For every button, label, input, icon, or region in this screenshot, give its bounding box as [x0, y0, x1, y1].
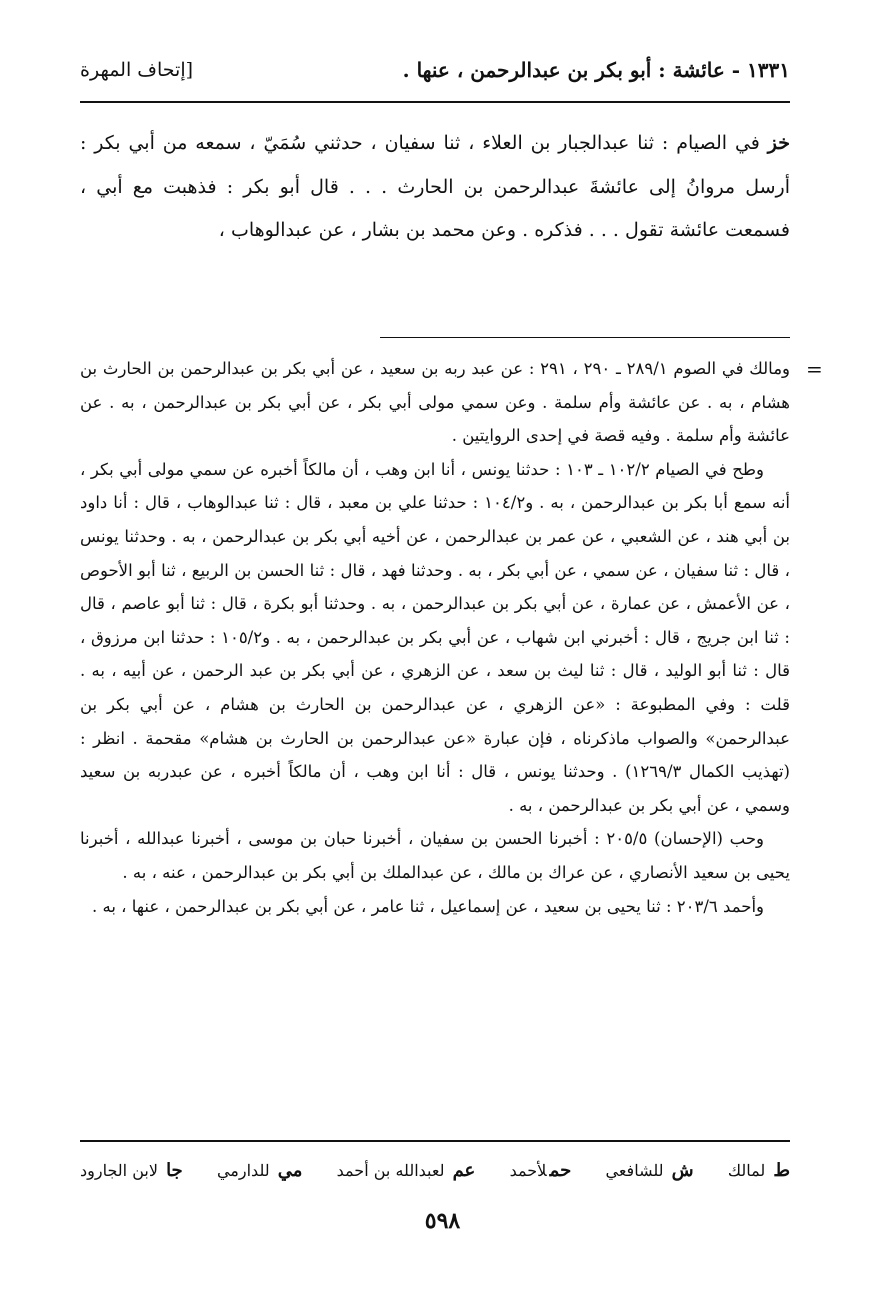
main-body: في الصيام : ثنا عبدالجبار بن العلاء ، ثنا سفيان ، حدثني سُمَيّ ، سمعه من أبي بكر : أرسل مروانُ إلى عائشةَ عبدالرحمن بن الحارث . . . قال أبو بكر : فذهبت مع أبي ، فسمعت عائشة تقول . . . فذكره . وعن محمد بن بشار ، عن عبدالوهاب ،	[80, 132, 790, 241]
source-code: خز	[767, 132, 790, 154]
footnote-paragraph: وطح في الصيام ١٠٢/٢ ـ ١٠٣ : حدثنا يونس ، أنا ابن وهب ، أن مالكاً أخبره عن سمي مولى أبي بكر ، أنه سمع أبا بكر بن عبدالرحمن ، به . و١٠٤/٢ : حدثنا علي بن معبد ، قال : ثنا عبدالوهاب ، قال : أنا داود بن أبي هند ، عن الشعبي ، عن عمر بن عبدالرحمن ، عن أخيه أبي بكر بن عبدالرحمن ، به . وحدثنا يونس ، قال : ثنا سفيان ، عن سمي ، عن أبي بكر ، به . وحدثنا فهد ، قال : ثنا الحسن بن الربيع ، ثنا أبو الأحوص ، عن الأعمش ، عن عمارة ، عن أبي بكر بن عبدالرحمن ، به . وحدثنا أبو بكرة ، قال : ثنا أبو عاصم ، قال : ثنا ابن جريج ، قال : أخبرني ابن شهاب ، عن أبي بكر بن عبدالرحمن ، به . و١٠٥/٢ : حدثنا ابن مرزوق ، قال : ثنا أبو الوليد ، قال : ثنا ليث بن سعد ، عن الزهري ، عن أبي بكر بن عبد الرحمن ، عن أبيه ، به . قلت : وفي المطبوعة : «عن الزهري ، عن عبدالرحمن بن الحارث بن هشام ، عن أبي بكر بن عبدالرحمن» والصواب ماذكرناه ، فإن عبارة «عن عبدالرحمن بن الحارث بن هشام» مقحمة . انظر : (تهذيب الكمال ١٢٦٩/٣) . وحدثنا يونس ، قال : أنا ابن وهب ، أن مالكاً أخبره ، عن عبدربه بن سعيد وسمي ، عن أبي بكر بن عبدالرحمن ، به .	[80, 459, 790, 815]
legend-code: ط	[773, 1159, 790, 1181]
entry-title: ١٣٣١ - عائشة : أبو بكر بن عبدالرحمن ، عنها .	[402, 58, 790, 82]
legend-code: عم	[452, 1159, 476, 1181]
legend-label: لأحمد	[509, 1160, 547, 1180]
footnote-paragraph: ومالك في الصوم ٢٨٩/١ ـ ٢٩٠ ، ٢٩١ : عن عبد ربه بن سعيد ، عن أبي بكر بن عبدالرحمن بن الحارث بن هشام ، به . عن عائشة وأم سلمة . وعن سمي مولى أبي بكر ، عن أبي بكر بن عبدالرحمن ، به . عن عائشة وأم سلمة . وفيه قصة في إحدى الروايتين .	[80, 359, 790, 446]
footnote-separator	[380, 337, 790, 338]
legend-label: للشافعي	[605, 1160, 664, 1180]
page-number: ٥٩٨	[424, 1208, 461, 1234]
footnote-paragraph: وأحمد ٢٠٣/٦ : ثنا يحيى بن سعيد ، عن إسماعيل ، ثنا عامر ، عن أبي بكر بن عبدالرحمن ، عنها ، به .	[92, 896, 764, 916]
legend-item	[337, 1160, 476, 1181]
footnotes	[80, 352, 790, 923]
legend-item	[80, 1160, 183, 1181]
legend-label: للدارمي	[216, 1160, 270, 1180]
legend-item	[510, 1160, 572, 1181]
abbreviation-legend	[80, 1152, 790, 1188]
legend-rule	[80, 1140, 790, 1142]
legend-label: لمالك	[727, 1160, 766, 1180]
running-header	[80, 52, 790, 88]
legend-code: ش	[671, 1159, 694, 1181]
legend-item	[217, 1160, 302, 1181]
legend-item	[606, 1160, 694, 1181]
legend-code: مي	[277, 1159, 303, 1181]
footnote-paragraph: وحب (الإحسان) ٢٠٥/٥ : أخبرنا الحسن بن سفيان ، أخبرنا حبان بن موسى ، أخبرنا عبدالله ، أخبرنا يحيى بن سعيد الأنصاري ، عن عراك بن مالك ، عن عبدالملك بن أبي بكر بن عبدالرحمن ، عنه ، به .	[80, 829, 790, 882]
continuation-mark: =	[806, 357, 823, 381]
header-rule	[80, 101, 790, 103]
legend-label: لابن الجارود	[80, 1160, 158, 1180]
legend-code: جا	[166, 1159, 183, 1181]
legend-label: لعبدالله بن أحمد	[336, 1160, 445, 1180]
book-title: [إتحاف المهرة	[80, 59, 194, 81]
main-text	[80, 122, 790, 253]
legend-code: حم	[549, 1159, 572, 1181]
legend-item	[728, 1160, 790, 1181]
